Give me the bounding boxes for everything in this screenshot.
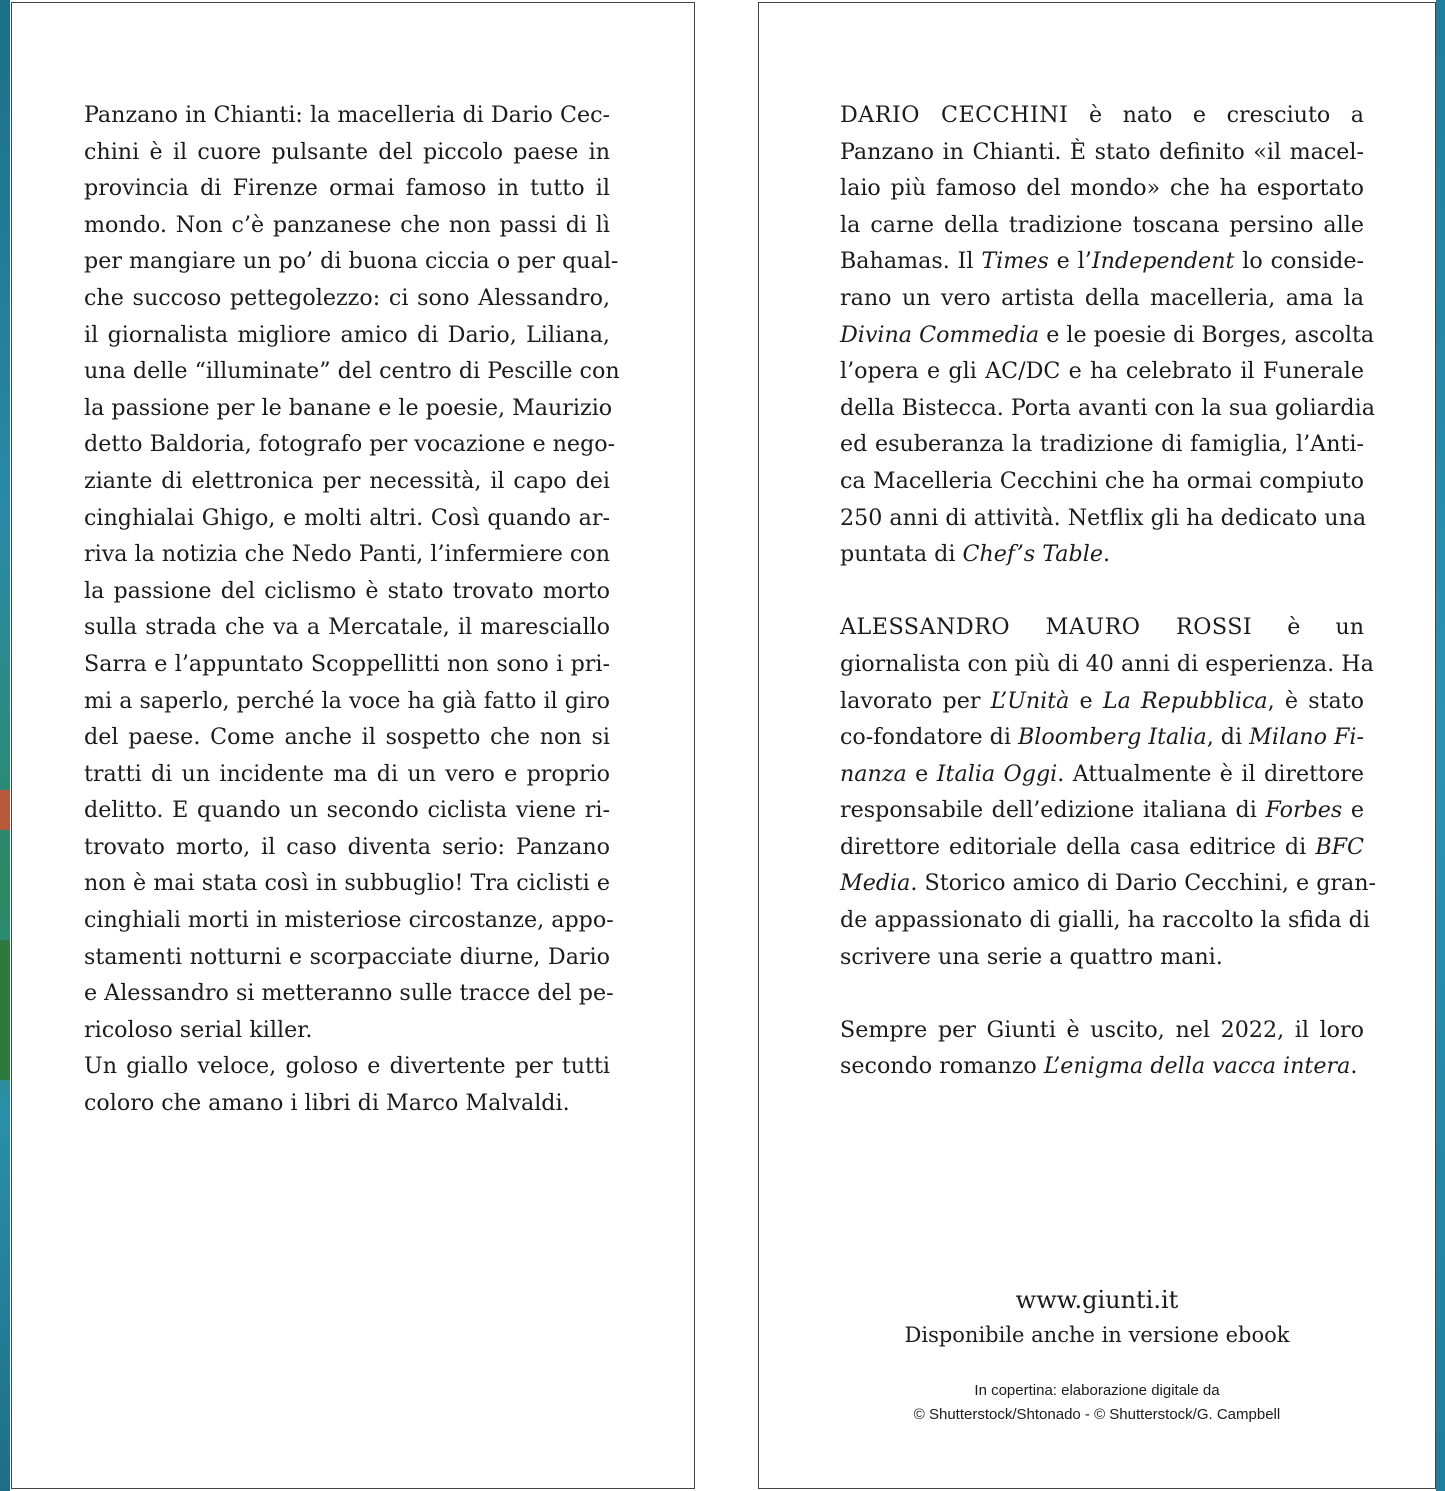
newspaper-title: La Repubblica [1102,687,1268,714]
bio-line: ca Macelleria Cecchini che ha ormai compiuto [840,467,1364,494]
synopsis-line: Sarra e l’appuntato Scoppellitti non sono i pri- [84,650,610,677]
bio-text: e [1069,687,1103,714]
bio-line [840,719,1364,756]
synopsis-line: mondo. Non c’è panzanese che non passi di lì [84,211,610,238]
book-title: Divina Commedia [840,321,1040,348]
cover-edge-right [1436,0,1445,1491]
bio-line: della Bistecca. Porta avanti con la sua goliardia [840,394,1375,421]
synopsis-line: provincia di Firenze ormai famoso in tutto il [84,175,610,202]
bio-line: de appassionato di gialli, ha raccolto la sfida di [840,907,1370,934]
bio-line: giornalista con più di 40 anni di esperienza. Ha [840,650,1374,677]
bio-line [840,792,1364,829]
bio-text: . Attualmente è il direttore [1057,760,1364,787]
synopsis-line: la passione del ciclismo è stato trovato morto [84,577,610,604]
bio-text: e [906,760,937,787]
synopsis-line: riva la notizia che Nedo Panti, l’infermiere con [84,541,610,568]
synopsis-line: del paese. Come anche il sospetto che non si [84,724,610,751]
newspaper-title: Forbes [1265,797,1343,824]
synopsis-line: una delle “illuminate” del centro di Pescille con [84,358,620,385]
newspaper-title: nanza [840,760,907,787]
bio-text: è un [1252,614,1364,641]
publisher-url[interactable]: www.giunti.it [1015,1286,1179,1314]
synopsis-line: cinghiali morti in misteriose circostanze, appo- [84,907,614,934]
closing-line: Un giallo veloce, goloso e divertente per tutti [84,1053,610,1080]
synopsis-line: per mangiare un po’ di buona ciccia o per qual- [84,248,619,275]
paragraph-gap [840,573,1364,610]
paragraph-gap [840,975,1364,1012]
bio-text: puntata di [840,541,963,568]
bio-text: . Storico amico di Dario Cecchini, e gran- [910,870,1377,897]
right-flap [758,2,1436,1489]
company-name: Media [840,870,911,897]
bio-text: , di [1206,724,1250,751]
book-title: L’enigma della vacca intera [1043,1053,1351,1080]
synopsis-line: il giornalista migliore amico di Dario, Liliana, [84,321,610,348]
bio-text: direttore editoriale della casa editrice di [840,833,1316,860]
cover-credit: © Shutterstock/Shtonado - © Shutterstock/G. Campbell [913,1406,1281,1423]
synopsis-line: delitto. E quando un secondo ciclista viene ri- [84,797,610,824]
synopsis-line: chini è il cuore pulsante del piccolo paese in [84,138,610,165]
bio-line: la carne della tradizione toscana persino alle [840,211,1364,238]
bio-text: è nato e cresciuto a [1068,102,1364,128]
closing-line: coloro che amano i libri di Marco Malvaldi. [84,1090,570,1117]
synopsis-line: cinghialai Ghigo, e molti altri. Così quando ar- [84,504,610,531]
bio-line: rano un vero artista della macelleria, ama la [840,284,1364,311]
author-name: DARIO CECCHINI [840,102,1069,128]
cover-edge-spot [0,940,10,1080]
synopsis-text [84,97,620,1122]
bio-text: responsabile dell’edizione italiana di [840,797,1266,824]
cover-credit: In copertina: elaborazione digitale da [974,1382,1220,1399]
note-text: secondo romanzo [840,1053,1044,1080]
newspaper-title: Bloomberg Italia [1018,724,1207,751]
synopsis-line: Panzano in Chianti: la macelleria di Dario Cec- [84,102,610,128]
bio-line [840,829,1364,866]
bio-text: e l’ [1048,248,1092,275]
left-flap [11,2,695,1489]
cover-edge-left [0,0,10,1491]
ebook-availability: Disponibile anche in versione ebook [904,1323,1290,1347]
synopsis-line: sulla strada che va a Mercatale, il maresciallo [84,614,610,641]
newspaper-title: L’Unità [990,687,1070,714]
bio-text: , è stato [1267,687,1364,714]
bio-line: scrivere una serie a quattro mani. [840,943,1223,970]
bio-text: co-fondatore di [840,724,1018,751]
bio-text: e [1342,797,1365,824]
bio-line: Panzano in Chianti. È stato definito «il macel- [840,138,1364,165]
note-line: Sempre per Giunti è uscito, nel 2022, il loro [840,1016,1364,1043]
synopsis-line: mi a saperlo, perché la voce ha già fatto il giro [84,687,610,714]
bio-line: l’opera e gli AC/DC e ha celebrato il Funerale [840,358,1364,385]
bio-line [840,609,1364,646]
synopsis-line: non è mai stata così in subbuglio! Tra ciclisti e [84,870,610,897]
synopsis-line: la passione per le banane e le poesie, Maurizio [84,394,613,421]
bio-line [840,97,1364,134]
synopsis-line: tratti di un incidente ma di un vero e proprio [84,760,610,787]
synopsis-line: e Alessandro si metteranno sulle tracce del pe- [84,980,614,1007]
newspaper-title: Times [981,248,1049,275]
bio-text: . [1102,541,1111,568]
newspaper-title: Italia Oggi [936,760,1058,787]
newspaper-title: Independent [1091,248,1235,275]
bio-text: lo conside- [1234,248,1364,275]
author-name: ALESSANDRO MAURO ROSSI [840,614,1253,641]
synopsis-line: detto Baldoria, fotografo per vocazione e nego- [84,431,616,458]
synopsis-line: che succoso pettegolezzo: ci sono Alessandro, [84,284,610,311]
bio-line [840,683,1364,720]
bio-line [840,756,1364,793]
cover-edge-spot [0,790,10,830]
synopsis-line: stamenti notturni e scorpacciate diurne, Dario [84,943,610,970]
company-name: BFC [1315,833,1364,860]
bio-line [840,243,1364,280]
bio-line: laio più famoso del mondo» che ha esportato [840,175,1364,202]
author-bios [840,97,1377,1085]
bio-text: Bahamas. Il [840,248,982,275]
synopsis-line: ziante di elettronica per necessità, il capo dei [84,467,610,494]
bio-text: e le poesie di Borges, ascolta [1039,321,1375,348]
note-line [840,1048,1364,1085]
synopsis-line: trovato morto, il caso diventa serio: Panzano [84,833,610,860]
bio-line: 250 anni di attività. Netflix gli ha dedicato una [840,504,1367,531]
bio-line [840,865,1377,902]
synopsis-line: ricoloso serial killer. [84,1016,313,1043]
note-text: . [1350,1053,1358,1080]
newspaper-title: Milano Fi- [1249,724,1364,751]
show-title: Chef’s Table [962,541,1103,568]
bio-text: lavorato per [840,687,991,714]
bio-line [840,317,1375,354]
bio-line [840,536,1364,573]
bio-line: ed esuberanza la tradizione di famiglia, l’Anti- [840,431,1364,458]
